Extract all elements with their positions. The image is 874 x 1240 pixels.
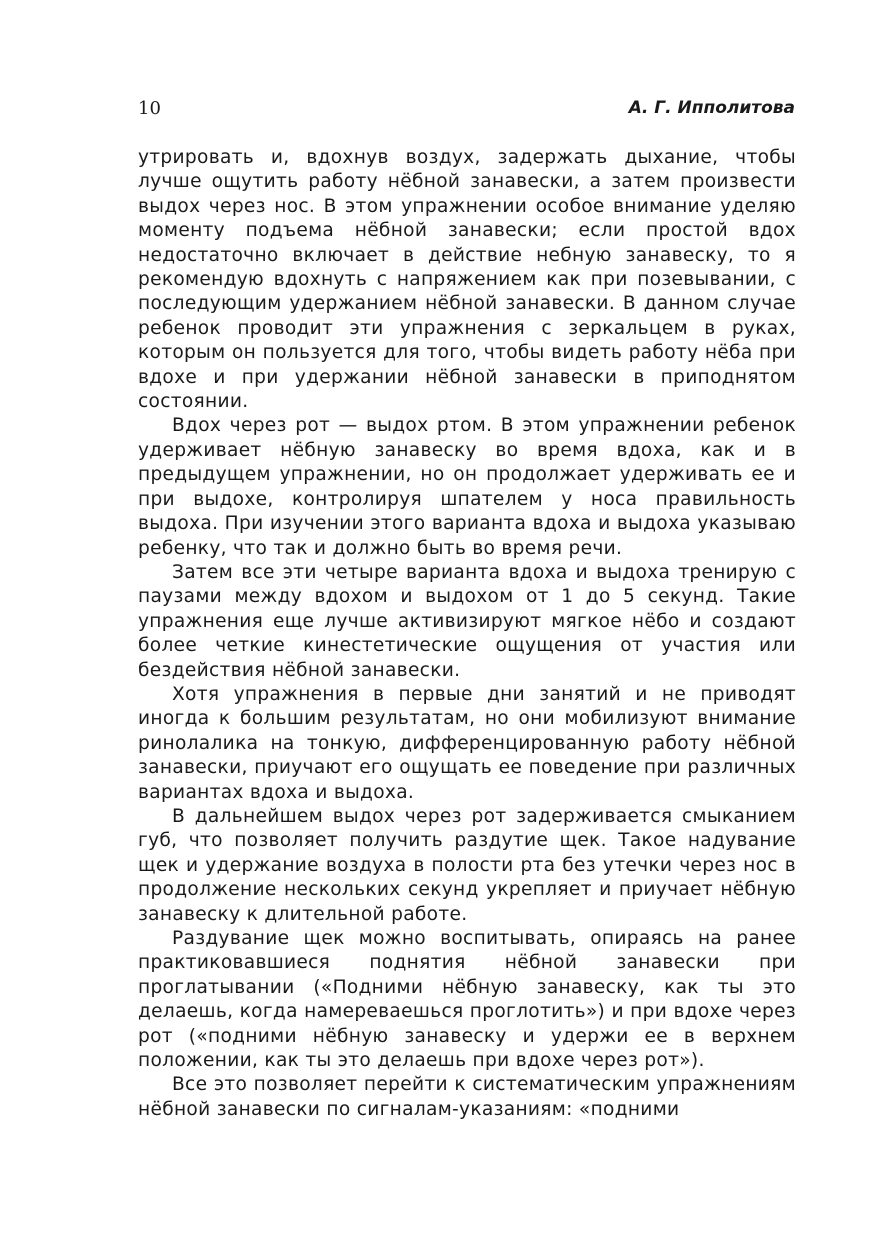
paragraph: Раздувание щек можно воспитывать, опираясь на ранее практиковавшиеся поднятия нёбной занавески при проглатывании («Подними нёбную занавеску, как ты это делаешь, когда намереваешься проглотить») и при вдохе через рот («подними нёбную занавеску и удержи ее в верхнем положении, как ты это делаешь при вдохе через рот»).: [138, 928, 796, 1072]
paragraph: Вдох через рот — выдох ртом. В этом упражнении ребенок удерживает нёбную занавеску во время вдоха, как и в предыдущем упражнении, но он продолжает удерживать ее и при выдохе, контролируя шпателем у носа правильность выдоха. При изучении этого варианта вдоха и выдоха указываю ребенку, что так и должно быть во время речи.: [138, 415, 796, 559]
paragraph: В дальнейшем выдох через рот задерживается смыканием губ, что позволяет получить раздутие щек. Такое надувание щек и удержание воздуха в полости рта без утечки через нос в продолжение нескольких секунд укрепляет и приучает нёбную занавеску к длительной работе.: [138, 805, 796, 925]
paragraph: Хотя упражнения в первые дни занятий и не приводят иногда к большим результатам, но они мобилизуют внимание ринолалика на тонкую, дифференцированную работу нёбной занавески, приучают его ощущать ее поведение при различных вариантах вдоха и выдоха.: [138, 683, 796, 803]
page-number: 10: [138, 98, 161, 119]
paragraph: Затем все эти четыре варианта вдоха и выдоха тренирую с паузами между вдохом и выдохом от 1 до 5 секунд. Такие упражнения еще лучше активизируют мягкое нёбо и создают более четкие кинестетические ощущения от участия или бездействия нёбной занавески.: [138, 561, 796, 681]
paragraph: утрировать и, вдохнув воздух, задержать дыхание, чтобы лучше ощутить работу нёбной занавески, а затем произвести выдох через нос. В этом упражнении особое внимание уделяю моменту подъема нёбной занавески; если простой вдох недостаточно включает в действие небную занавеску, то я рекомендую вдохнуть с напряжением как при позевывании, с последующим удержанием нёбной занавески. В данном случае ребенок проводит эти упражнения с зеркальцем в руках, которым он пользуется для того, чтобы видеть работу нёба при вдохе и при удержании нёбной занавески в приподнятом состоянии.: [138, 147, 796, 413]
body-text: [138, 146, 796, 1122]
paragraph: Все это позволяет перейти к систематическим упражнениям нёбной занавески по сигналам-указаниям: «подними: [138, 1074, 796, 1120]
running-head-author: А. Г. Ипполитова: [628, 98, 795, 118]
